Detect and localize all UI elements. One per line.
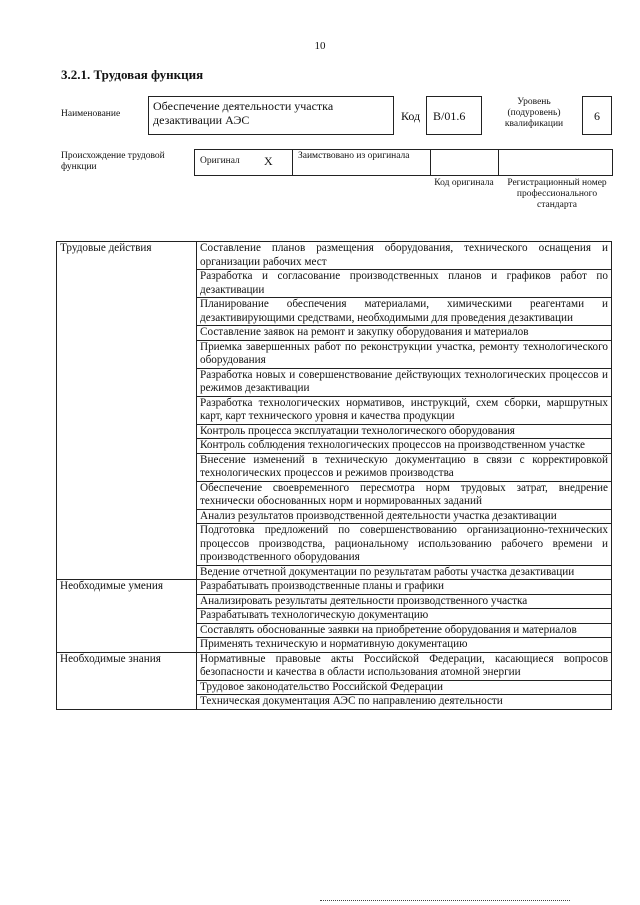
level-value: 6 [594, 109, 600, 123]
table-row [57, 242, 612, 270]
knowledge-item: Трудовое законодательство Российской Федерации [197, 680, 612, 695]
section-title: 3.2.1. Трудовая функция [61, 67, 204, 82]
labor-action-item: Обеспечение своевременного пересмотра норм трудовых затрат, внедрение технически обоснованных норм и нормированных заданий [197, 481, 612, 509]
skill-item: Применять техническую и нормативную документацию [197, 638, 612, 653]
labor-action-item: Ведение отчетной документации по результатам работы участка дезактивации [197, 565, 612, 580]
labor-action-group-label: Трудовые действия [57, 242, 197, 580]
name-label: Наименование [61, 109, 121, 119]
skill-item: Анализировать результаты деятельности производственного участка [197, 594, 612, 609]
origin-label: Происхождение трудовой функции [61, 151, 165, 172]
table-row [57, 652, 612, 680]
labor-action-item: Планирование обеспечения материалами, химическими реагентами и дезактивирующими средствами, необходимыми для проведения дезактивации [197, 298, 612, 326]
function-details-table [56, 241, 612, 710]
code-value: B/01.6 [433, 109, 466, 123]
knowledge-group-label: Необходимые знания [57, 652, 197, 709]
labor-action-item: Анализ результатов производственной деятельности участка дезактивации [197, 509, 612, 524]
labor-action-item: Подготовка предложений по совершенствованию организационно-технических процессов производства, рациональному использованию рабочего времени и производственного оборудования [197, 524, 612, 566]
labor-action-item: Разработка технологических нормативов, инструкций, схем сборки, маршрутных карт, карт технического уровня и качества продукции [197, 396, 612, 424]
labor-action-item: Внесение изменений в техническую документацию в связи с корректировкой технологических процессов и режимов производства [197, 453, 612, 481]
labor-action-item: Приемка завершенных работ по реконструкции участка, ремонту технологического оборудования [197, 340, 612, 368]
original-mark: X [264, 154, 273, 168]
labor-action-item: Контроль соблюдения технологических процессов на производственном участке [197, 439, 612, 454]
skill-item: Разрабатывать производственные планы и графики [197, 580, 612, 595]
labor-action-item: Контроль процесса эксплуатации технологического оборудования [197, 424, 612, 439]
skill-group-label: Необходимые умения [57, 580, 197, 653]
knowledge-item: Техническая документация АЭС по направлению деятельности [197, 695, 612, 710]
code-box [426, 96, 482, 135]
page-number: 10 [314, 40, 326, 52]
knowledge-item: Нормативные правовые акты Российской Федерации, касающиеся вопросов безопасности и качества в области использования атомной энергии [197, 652, 612, 680]
labor-action-item: Составление планов размещения оборудования, технического оснащения и организации рабочих мест [197, 242, 612, 270]
reg-number-caption: Регистрационный номер профессионального стандарта [507, 178, 607, 210]
skill-item: Разрабатывать технологическую документацию [197, 609, 612, 624]
code-origin-caption: Код оригинала [434, 178, 494, 188]
labor-action-item: Разработка и согласование производственных планов и графиков работ по дезактивации [197, 270, 612, 298]
divider [320, 900, 570, 901]
function-name-box [148, 96, 394, 135]
labor-action-item: Составление заявок на ремонт и закупку оборудования и материалов [197, 326, 612, 341]
table-row [57, 580, 612, 595]
borrowed-label: Заимствовано из оригинала [298, 151, 410, 161]
skill-item: Составлять обоснованные заявки на приобретение оборудования и материалов [197, 623, 612, 638]
labor-action-item: Разработка новых и совершенствование действующих технологических процессов и режимов дезактивации [197, 368, 612, 396]
function-name: Обеспечение деятельности участка дезактивации АЭС [153, 99, 334, 127]
level-box [582, 96, 612, 135]
original-label: Оригинал [200, 156, 240, 166]
code-label: Код [401, 109, 421, 123]
level-label: Уровень (подуровень) квалификации [504, 97, 564, 129]
